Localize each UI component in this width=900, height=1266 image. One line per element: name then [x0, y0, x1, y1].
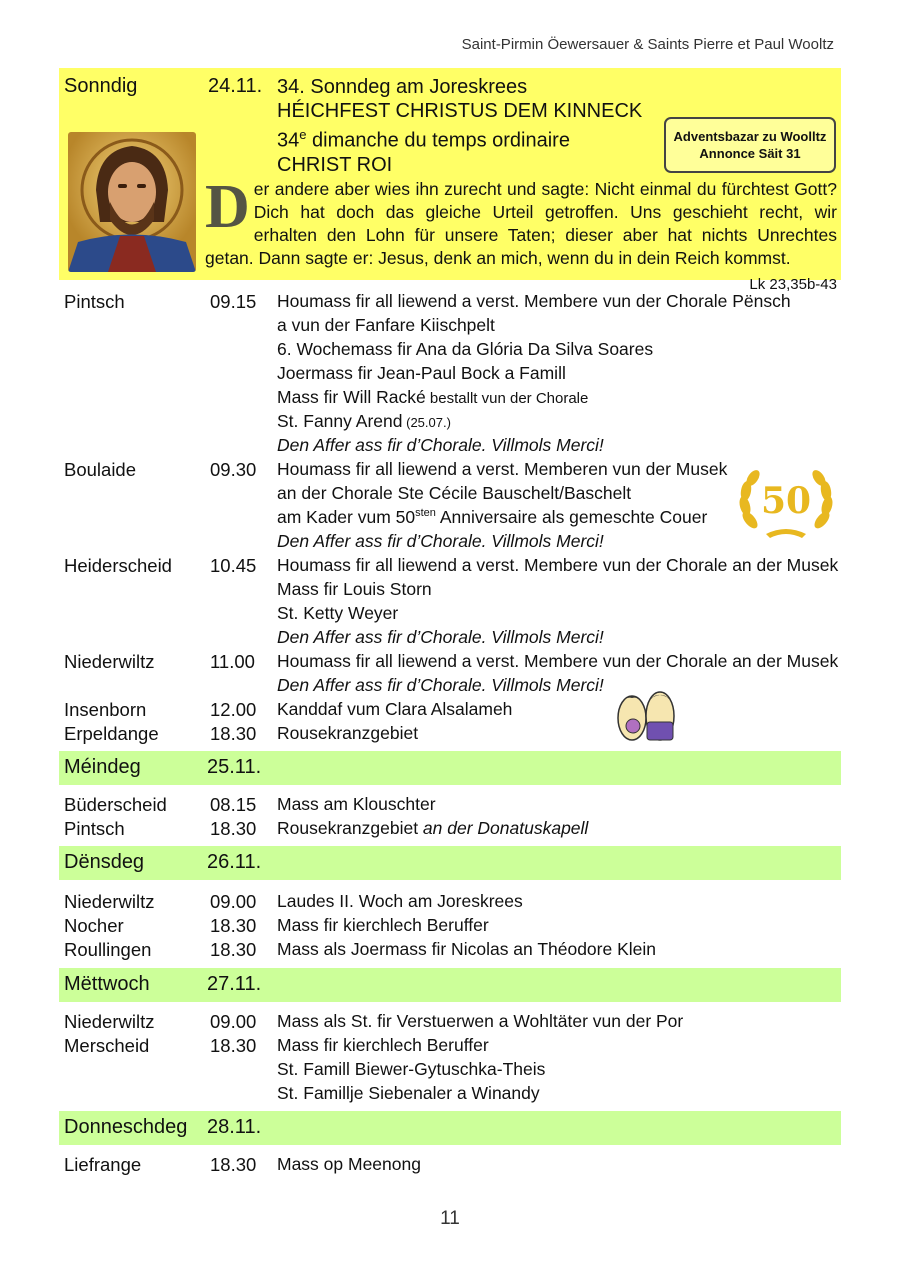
mass-line: Houmass fir all liewend a verst. Membere vun der Chorale an der Musek — [277, 555, 839, 575]
badge-50: 50 — [760, 480, 812, 522]
page-header: Saint-Pirmin Öewersauer & Saints Pierre et Paul Wooltz — [461, 36, 834, 53]
title-line: CHRIST ROI — [277, 153, 393, 176]
mass-line: Mass als Joermass fir Nicolas an Théodore Klein — [277, 939, 657, 959]
day-band-wednesday: Mëttwoch 27.11. — [59, 968, 841, 1002]
place: Büderscheid — [64, 794, 167, 815]
mass-line: 6. Wochemass fir Ana da Glória Da Silva Soares — [277, 339, 654, 359]
day-label: Sonndig — [64, 75, 138, 97]
offering-note: Den Affer ass fir d’Chorale. Villmols Merci! — [277, 531, 604, 551]
quote-reference: Lk 23,35b-43 — [749, 276, 837, 293]
place: Niederwiltz — [64, 891, 155, 912]
mass-line: Rousekranzgebiet — [277, 723, 419, 743]
place: Merscheid — [64, 1035, 150, 1056]
gospel-quote: Der andere aber wies ihn zurecht und sagte: Nicht einmal du fürchtest Gott? Dich hat doch das gleiche Urteil getroffen. Uns geschieht recht, wir erhalten den Lohn für unsere Taten; dieser aber hat nichts Unrechtes getan. Dann sagte er: Jesus, denk an mich, wenn du in dein Reich kommst. Lk 23,35b-43 — [205, 178, 837, 296]
mass-line: Houmass fir all liewend a verst. Membere vun der Chorale an der Musek — [277, 651, 839, 671]
mass-line: St. Fanny Arend (25.07.) — [277, 411, 451, 431]
mass-line: St. Famill Biewer-Gytuschka-Theis — [277, 1059, 546, 1079]
time: 09.15 — [210, 291, 257, 312]
place: Insenborn — [64, 699, 147, 720]
mass-line: Mass fir kierchlech Beruffer — [277, 1035, 489, 1055]
sunday-block — [59, 68, 841, 293]
time: 18.30 — [210, 1154, 257, 1175]
title-line: 34. Sonndeg am Joreskrees — [277, 76, 528, 98]
place: Heiderscheid — [64, 555, 172, 576]
sunday-title — [277, 75, 642, 177]
mass-line: Mass op Meenong — [277, 1154, 421, 1174]
mass-line: Joermass fir Jean-Paul Bock a Famill — [277, 363, 566, 383]
offering-note: Den Affer ass fir d’Chorale. Villmols Merci! — [277, 627, 604, 647]
place: Boulaide — [64, 459, 137, 480]
place: Pintsch — [64, 818, 125, 839]
time: 09.30 — [210, 459, 257, 480]
time: 18.30 — [210, 723, 257, 744]
mass-line: Rousekranzgebiet an der Donatuskapell — [277, 818, 589, 838]
place: Niederwiltz — [64, 651, 155, 672]
time: 09.00 — [210, 1011, 257, 1032]
mass-line: a vun der Fanfare Kiischpelt — [277, 315, 495, 335]
mass-line: Houmass fir all liewend a verst. Memberen vun der Musek — [277, 459, 728, 479]
place: Roullingen — [64, 939, 152, 960]
mass-line: Laudes II. Woch am Joreskrees — [277, 891, 523, 911]
time: 09.00 — [210, 891, 257, 912]
offering-note: Den Affer ass fir d’Chorale. Villmols Merci! — [277, 675, 604, 695]
time: 08.15 — [210, 794, 257, 815]
mass-line: Kanddaf vum Clara Alsalameh — [277, 699, 513, 719]
annonce-box: Adventsbazar zu Woolltz Annonce Säit 31 — [664, 117, 836, 173]
mass-line: Mass fir kierchlech Beruffer — [277, 915, 489, 935]
time: 12.00 — [210, 699, 257, 720]
time: 10.45 — [210, 555, 257, 576]
offering-note: Den Affer ass fir d’Chorale. Villmols Merci! — [277, 435, 604, 455]
day-band-tuesday: Dënsdeg 26.11. — [59, 846, 841, 880]
day-date: 24.11. — [208, 75, 263, 97]
dropcap: D — [205, 173, 250, 241]
time: 11.00 — [210, 651, 255, 672]
title-line: HÉICHFEST CHRISTUS DEM KINNECK — [277, 100, 643, 122]
mass-line: am Kader vum $50^{sten}$ Anniversaire als gemeschte Couer — [277, 507, 708, 527]
place: Pintsch — [64, 291, 125, 312]
page-number: 11 — [440, 1208, 460, 1229]
laurel-50-icon — [736, 466, 836, 540]
place: Erpeldange — [64, 723, 159, 744]
mass-line: an der Chorale Ste Cécile Bauschelt/Baschelt — [277, 483, 632, 503]
place: Liefrange — [64, 1154, 142, 1175]
title-line: 34e dimanche du temps ordinaire — [277, 127, 570, 152]
mass-line: Houmass fir all liewend a verst. Membere vun der Chorale Pënsch — [277, 291, 791, 311]
couple-figures-icon — [612, 684, 682, 744]
time: 18.30 — [210, 818, 257, 839]
mass-line: Mass am Klouschter — [277, 794, 436, 814]
mass-line: Mass als St. fir Verstuerwen a Wohltäter vun der Por — [277, 1011, 684, 1031]
place: Niederwiltz — [64, 1011, 155, 1032]
mass-line: St. Famillje Siebenaler a Winandy — [277, 1083, 540, 1103]
time: 18.30 — [210, 939, 257, 960]
mass-line: Mass fir Will Racké bestallt vun der Chorale — [277, 387, 589, 407]
mass-line: Mass fir Louis Storn — [277, 579, 432, 599]
time: 18.30 — [210, 915, 257, 936]
time: 18.30 — [210, 1035, 257, 1056]
christ-icon-image — [68, 132, 196, 272]
day-band-thursday: Donneschdeg 28.11. — [59, 1111, 841, 1145]
place: Nocher — [64, 915, 124, 936]
mass-line: St. Ketty Weyer — [277, 603, 399, 623]
day-band-monday: Méindeg 25.11. — [59, 751, 841, 785]
